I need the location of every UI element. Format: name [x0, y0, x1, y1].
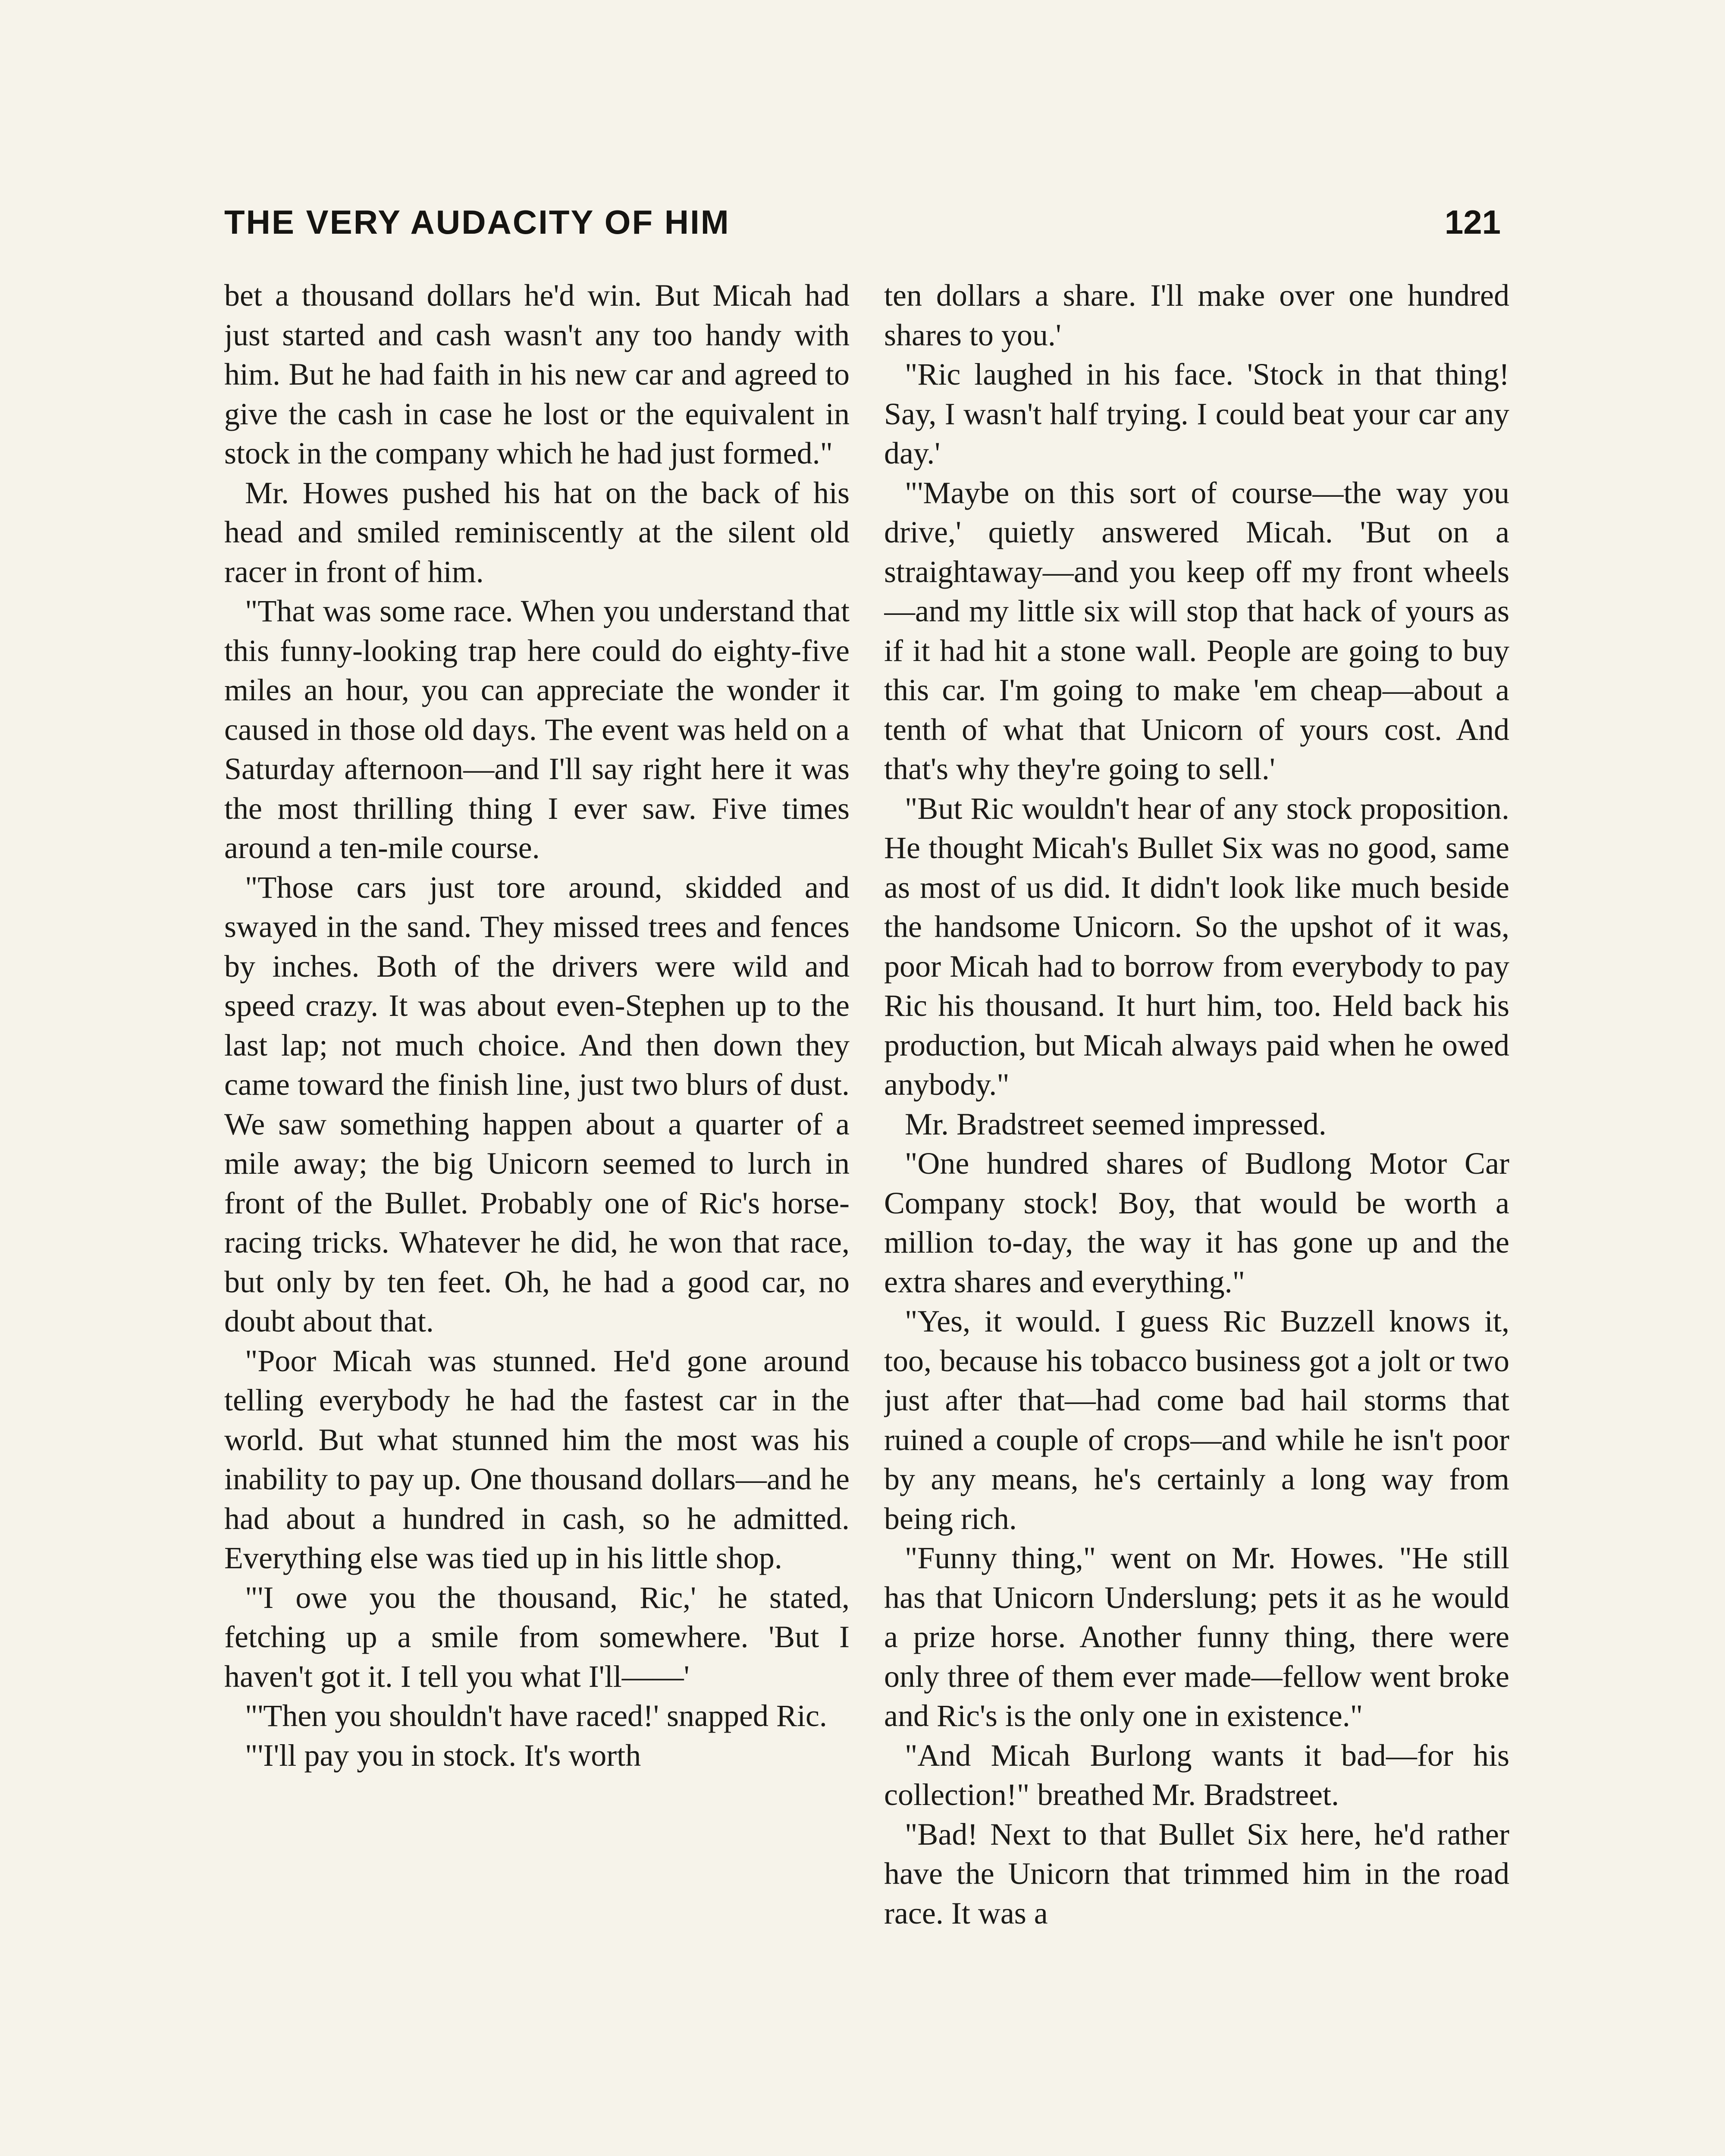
text-columns [224, 276, 1509, 2156]
paragraph: "'I'll pay you in stock. It's worth [245, 1738, 641, 1773]
page-header [224, 203, 1501, 250]
paragraph: "And Micah Burlong wants it bad—for his collection!" breathed Mr. Bradstreet. [884, 1738, 1509, 1812]
paragraph: "'Maybe on this sort of course—the way you drive,' quietly answered Micah. 'But on a straightaway—and you keep off my front wheels—and my little six will stop that hack of yours as if it had hit a stone wall. People are going to buy this car. I'm going to make 'em cheap—about a tenth of what that Unicorn of yours cost. And that's why they're going to sell.' [884, 475, 1509, 786]
paragraph: "One hundred shares of Budlong Motor Car Company stock! Boy, that would be worth a million to-day, the way it has gone up and the extra shares and everything." [884, 1146, 1509, 1299]
paragraph: "But Ric wouldn't hear of any stock proposition. He thought Micah's Bullet Six was no good, same as most of us did. It didn't look like much beside the handsome Unicorn. So the upshot of it was, poor Micah had to borrow from everybody to pay Ric his thousand. It hurt him, too. Held back his production, but Micah always paid when he owed anybody." [884, 791, 1509, 1102]
paragraph: "Poor Micah was stunned. He'd gone around telling everybody he had the fastest car in the world. But what stunned him the most was his inability to pay up. One thousand dollars—and he had about a hundred in cash, so he admitted. Everything else was tied up in his little shop. [224, 1343, 850, 1575]
paragraph: Mr. Howes pushed his hat on the back of his head and smiled reminiscently at the silent old racer in front of him. [224, 475, 850, 589]
running-title: THE VERY AUDACITY OF HIM [224, 203, 730, 241]
paragraph: "'Then you shouldn't have raced!' snapped Ric. [245, 1698, 827, 1733]
paragraph: "Those cars just tore around, skidded and swayed in the sand. They missed trees and fences by inches. Both of the drivers were wild and speed crazy. It was about even-Stephen up to the last lap; not much choice. And then down they came toward the finish line, just two blurs of dust. We saw something happen about a quarter of a mile away; the big Unicorn seemed to lurch in front of the Bullet. Probably one of Ric's horse-racing tricks. Whatever he did, he won that race, but only by ten feet. Oh, he had a good car, no doubt about that. [224, 870, 850, 1338]
paragraph: "Yes, it would. I guess Ric Buzzell knows it, too, because his tobacco business got a jolt or two just after that—had come bad hail storms that ruined a couple of crops—and while he isn't poor by any means, he's certainly a long way from being rich. [884, 1304, 1509, 1536]
right-column [884, 276, 1509, 2156]
paragraph: "That was some race. When you understand that this funny-looking trap here could do eighty-five miles an hour, you can appreciate the wonder it caused in those old days. The event was held on a Saturday afternoon—and I'll say right here it was the most thrilling thing I ever saw. Five times around a ten-mile course. [224, 594, 850, 865]
paragraph: "Funny thing," went on Mr. Howes. "He still has that Unicorn Underslung; pets it as he would a prize horse. Another funny thing, there were only three of them ever made—fellow went broke and Ric's is the only one in existence." [884, 1541, 1509, 1733]
paragraph: ten dollars a share. I'll make over one hundred shares to you.' [884, 278, 1509, 352]
paragraph: "'I owe you the thousand, Ric,' he stated, fetching up a smile from somewhere. 'But I haven't got it. I tell you what I'll——' [224, 1580, 850, 1694]
paragraph: bet a thousand dollars he'd win. But Micah had just started and cash wasn't any too handy with him. But he had faith in his new car and agreed to give the cash in case he lost or the equivalent in stock in the company which he had just formed." [224, 278, 850, 470]
left-column [224, 276, 850, 2156]
paragraph: "Ric laughed in his face. 'Stock in that thing! Say, I wasn't half trying. I could beat your car any day.' [884, 357, 1509, 470]
paragraph: Mr. Bradstreet seemed impressed. [905, 1106, 1327, 1141]
page-number: 121 [1444, 203, 1501, 241]
paragraph: "Bad! Next to that Bullet Six here, he'd rather have the Unicorn that trimmed him in the road race. It was a [884, 1817, 1509, 1930]
